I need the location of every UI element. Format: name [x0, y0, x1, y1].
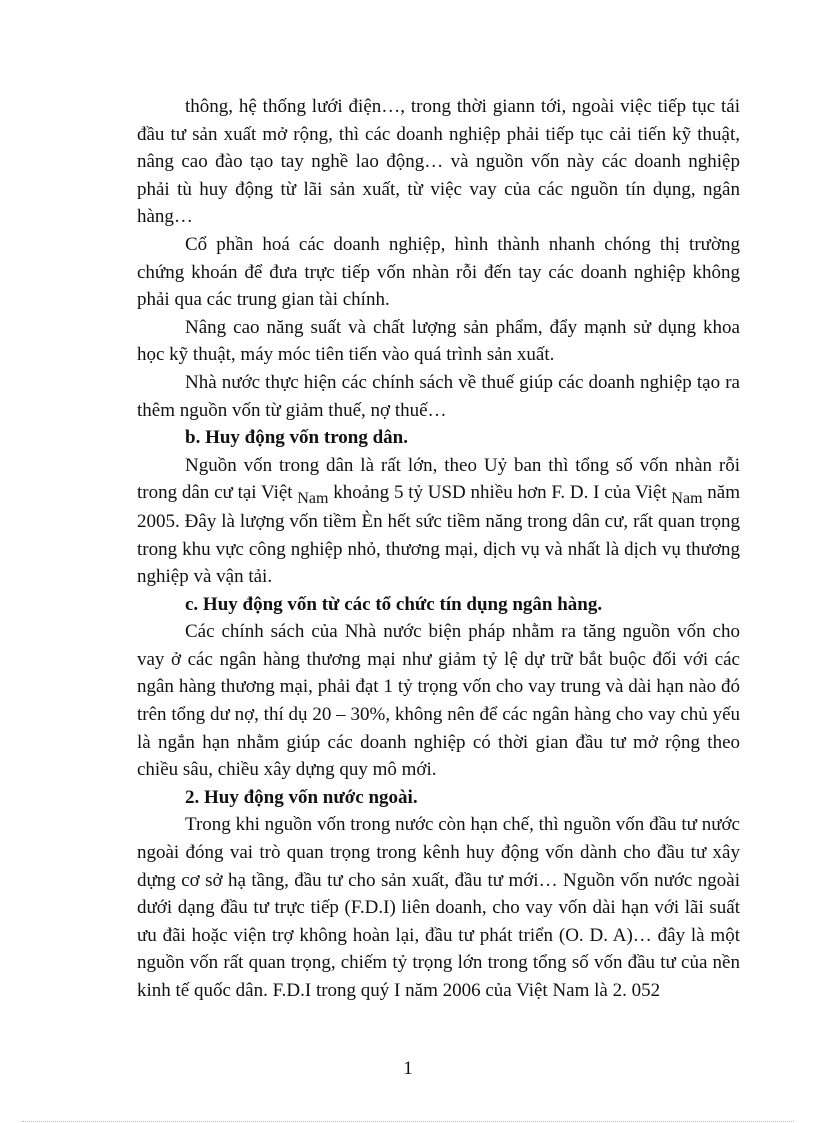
country-name-subscript: Nam — [671, 490, 703, 508]
text-run: Nguồn vốn trong dân là rất lớn, theo Uỷ ban thì tổng số vốn nhàn rỗi trong dân cư tại Việt — [137, 454, 740, 504]
document-body — [137, 93, 740, 1005]
paragraph-tax-policy: Nhà nước thực hiện các chính sách về thuế giúp các doanh nghiệp tạo ra thêm nguồn vốn từ giảm thuế, nợ thuế… — [137, 371, 740, 421]
heading-credit-institutions: c. Huy động vốn từ các tổ chức tín dụng ngân hàng. — [185, 593, 603, 615]
country-name-subscript: Nam — [297, 490, 329, 508]
text-run: khoảng 5 tỷ USD nhiều hơn F. D. I của Việt — [328, 482, 672, 504]
heading-domestic-capital: b. Huy động vốn trong dân. — [185, 427, 408, 449]
paragraph-domestic-capital — [137, 452, 740, 591]
page-number: 1 — [403, 1058, 413, 1079]
text-run: năm 2005. Đây là lượng vốn tiềm Èn hết sức tiềm năng trong dân cư, rất quan trọng trong khu vực công nghiệp nhỏ, thương mại, dịch vụ và nhất là dịch vụ thương nghiệp và vận tải. — [137, 482, 740, 588]
footer-divider — [22, 1121, 794, 1122]
paragraph-infrastructure-investment: thông, hệ thống lưới điện…, trong thời giann tới, ngoài việc tiếp tục tái đầu tư sản xuất mở rộng, thì các doanh nghiệp phải tiếp tục cải tiến kỹ thuật, nâng cao đào tạo tay nghề lao động… và nguồn vốn này các doanh nghiệp phải tù huy động từ lãi sản xuất, từ việc vay của các nguồn tín dụng, ngân hàng… — [137, 96, 740, 228]
heading-foreign-capital: 2. Huy động vốn nước ngoài. — [185, 786, 418, 808]
paragraph-equitization: Cổ phần hoá các doanh nghiệp, hình thành nhanh chóng thị trường chứng khoán để đưa trực tiếp vốn nhàn rỗi đến tay các doanh nghiệp không phải qua các trung gian tài chính. — [137, 233, 740, 311]
paragraph-productivity: Nâng cao năng suất và chất lượng sản phẩm, đẩy mạnh sử dụng khoa học kỹ thuật, máy móc tiên tiến vào quá trình sản xuất. — [137, 316, 740, 366]
paragraph-credit-institutions: Các chính sách của Nhà nước biện pháp nhằm ra tăng nguồn vốn cho vay ở các ngân hàng thương mại như giảm tỷ lệ dự trữ bắt buộc đối với các ngân hàng thương mại, phải đạt 1 tỷ trọng vốn cho vay trung và dài hạn nào đó trên tổng dư nợ, thí dụ 20 – 30%, không nên để các ngân hàng cho vay chủ yếu là ngắn hạn nhằm giúp các doanh nghiệp có thời gian đầu tư mở rộng theo chiều sâu, chiều xây dựng quy mô mới. — [137, 621, 740, 781]
paragraph-foreign-capital: Trong khi nguồn vốn trong nước còn hạn chế, thì nguồn vốn đầu tư nước ngoài đóng vai trò quan trọng trong kênh huy động vốn dành cho đầu tư xây dựng cơ sở hạ tầng, đầu tư cho sản xuất, đầu tư mới… Nguồn vốn nước ngoài dưới dạng đầu tư trực tiếp (F.D.I) liên doanh, cho vay vốn dài hạn với lãi suất ưu đãi hoặc viện trợ không hoàn lại, đầu tư phát triển (O. D. A)… đây là một nguồn vốn rất quan trọng, chiếm tỷ trọng lớn trong tổng số vốn đầu tư của nền kinh tế quốc dân. F.D.I trong quý I năm 2006 của Việt Nam là 2. 052 — [137, 814, 740, 1001]
